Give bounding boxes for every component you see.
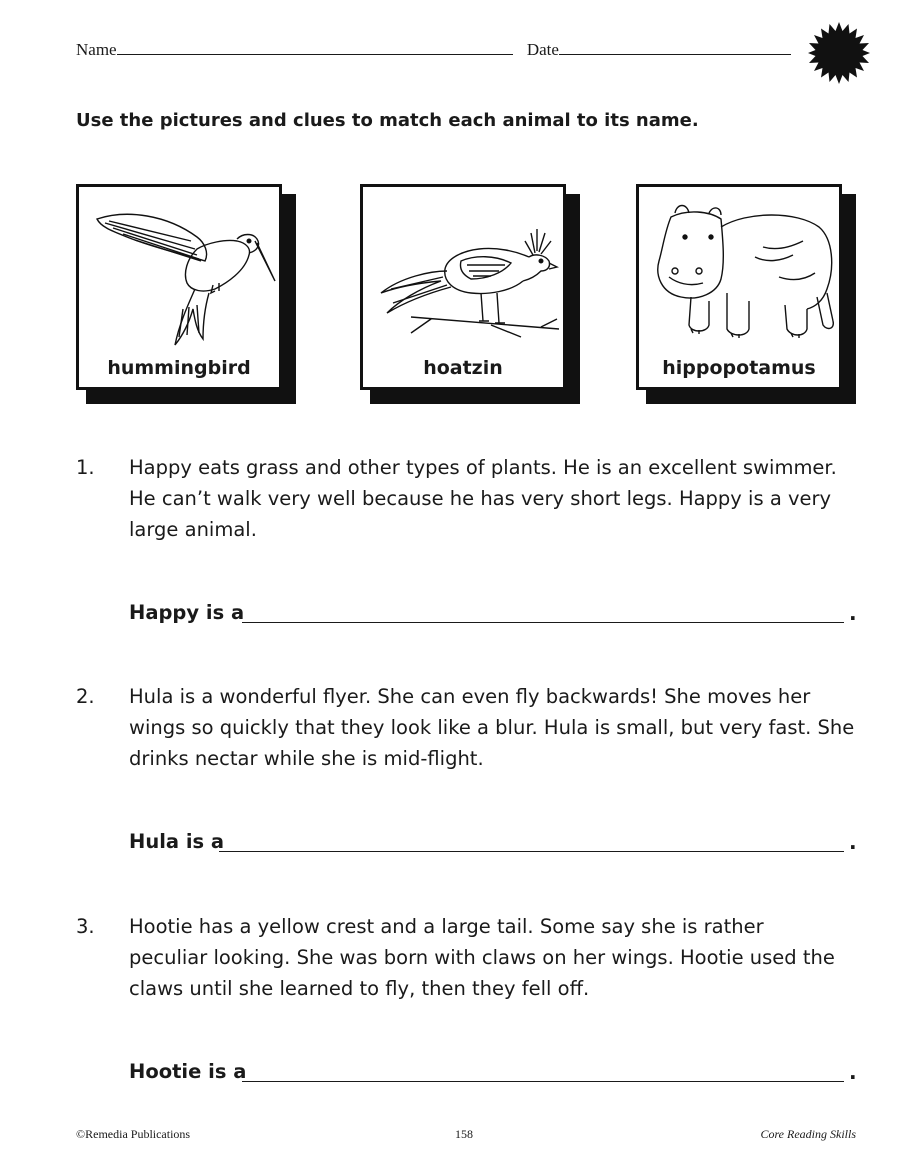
card-frame xyxy=(360,184,566,390)
question-line: Hula is a wonderful flyer. She can even fly backwards! She moves her xyxy=(129,685,811,708)
answer-period: . xyxy=(849,601,857,625)
answer-period: . xyxy=(849,1060,857,1084)
question-line: Happy eats grass and other types of plants. He is an excellent swimmer. xyxy=(129,456,837,479)
animal-card-hummingbird xyxy=(76,184,296,404)
footer-page-number: 158 xyxy=(455,1127,473,1141)
starburst-icon xyxy=(808,22,870,84)
card-frame xyxy=(636,184,842,390)
date-field[interactable] xyxy=(559,40,791,55)
answer-prompt-2: Hula is a xyxy=(129,830,225,853)
answer-period: . xyxy=(849,830,857,854)
question-line: large animal. xyxy=(129,518,257,541)
question-line: drinks nectar while she is mid-flight. xyxy=(129,747,484,770)
animal-card-hippopotamus xyxy=(636,184,856,404)
question-line: He can’t walk very well because he has very short legs. Happy is a very xyxy=(129,487,832,510)
question-text xyxy=(129,681,869,774)
answer-prompt-1: Happy is a xyxy=(129,601,245,624)
name-field[interactable] xyxy=(117,40,513,55)
answer-field-1[interactable] xyxy=(242,622,844,623)
hippopotamus-illustration xyxy=(647,197,837,347)
header xyxy=(76,40,791,60)
question-line: peculiar looking. She was born with claws on her wings. Hootie used the xyxy=(129,946,835,969)
card-frame xyxy=(76,184,282,390)
date-label: Date xyxy=(526,40,559,59)
instructions: Use the pictures and clues to match each animal to its name. xyxy=(76,110,699,131)
question-text xyxy=(129,911,869,1004)
footer-series: Core Reading Skills xyxy=(760,1127,856,1141)
name-label: Name xyxy=(76,40,117,59)
card-label: hippopotamus xyxy=(662,357,816,379)
animal-card-hoatzin xyxy=(360,184,580,404)
hoatzin-illustration xyxy=(371,197,561,347)
question-line: Hootie has a yellow crest and a large tail. Some say she is rather xyxy=(129,915,764,938)
question-number: 3. xyxy=(76,915,95,938)
question-line: wings so quickly that they look like a blur. Hula is small, but very fast. She xyxy=(129,716,855,739)
footer-publisher: ©Remedia Publications xyxy=(76,1127,191,1141)
hummingbird-illustration xyxy=(87,197,277,347)
answer-field-2[interactable] xyxy=(219,851,844,852)
answer-prompt-3: Hootie is a xyxy=(129,1060,247,1083)
question-text xyxy=(129,452,869,545)
answer-field-3[interactable] xyxy=(242,1081,844,1082)
question-number: 1. xyxy=(76,456,95,479)
question-line: claws until she learned to fly, then they fell off. xyxy=(129,977,590,1000)
card-label: hoatzin xyxy=(423,357,503,379)
question-number: 2. xyxy=(76,685,95,708)
card-label: hummingbird xyxy=(107,357,251,379)
